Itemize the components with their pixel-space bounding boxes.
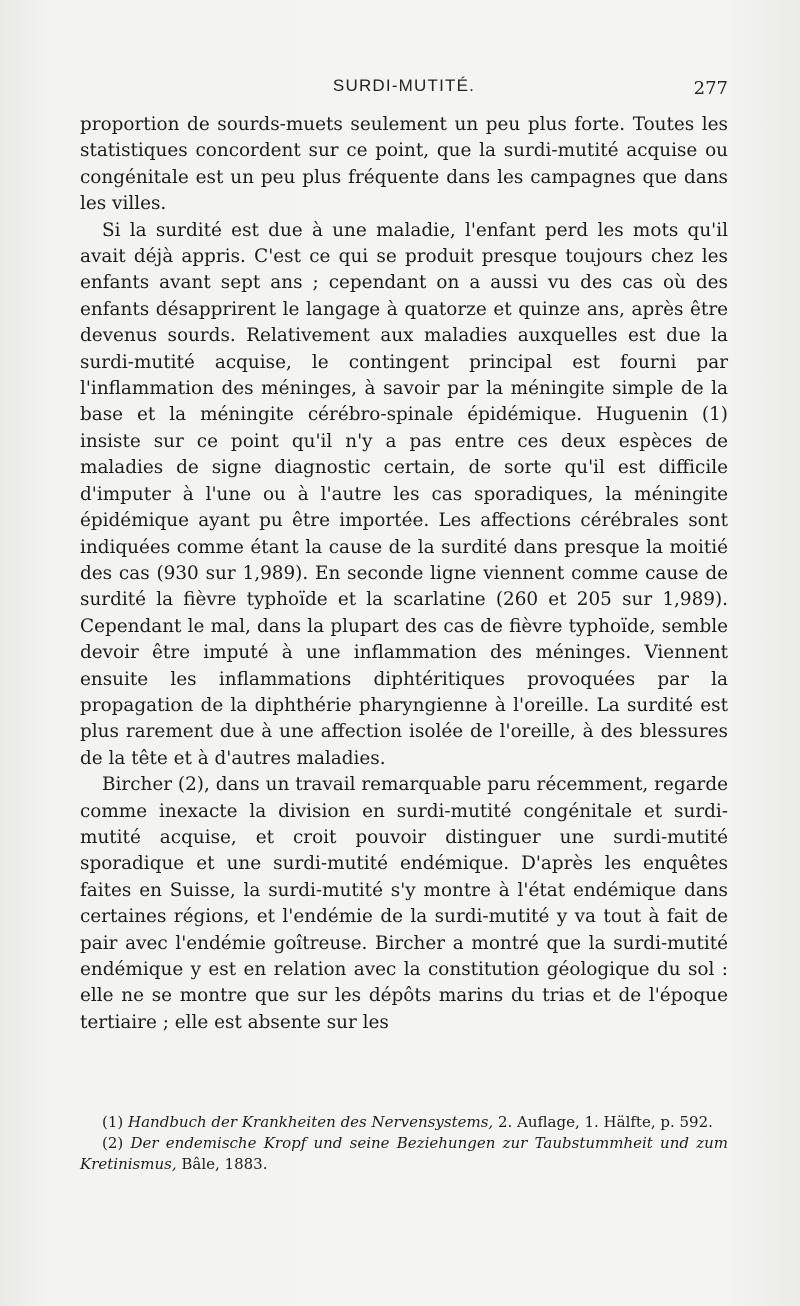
footnote-2 [80,1133,728,1175]
paragraph-bircher: Bircher (2), dans un travail remarquable paru récemment, regarde comme inexacte la division en surdi-mutité congénitale et surdi-mutité acquise, et croit pouvoir distinguer une surdi-mutité sporadique et une surdi-mutité endémique. D'après les enquêtes faites en Suisse, la surdi-mutité s'y montre à l'état endémique dans certaines régions, et l'endémie de la surdi-mutité y va tout à fait de pair avec l'endémie goîtreuse. Bircher a montré que la surdi-mutité endémique y est en relation avec la constitution géologique du sol : elle ne se montre que sur les dépôts marins du trias et de l'époque tertiaire ; elle est absente sur les [80,774,728,1033]
footnote-1 [80,1112,728,1133]
footnote-2-number: (2) [102,1134,124,1152]
running-head [80,76,728,102]
footnote-1-number: (1) [102,1113,124,1131]
footnote-1-title: Handbuch der Krankheiten des Nervensystems, [128,1113,494,1131]
paragraph-continuation: proportion de sourds-muets seulement un peu plus forte. Toutes les statistiques concordent sur ce point, que la surdi-mutité acquise ou congénitale est un peu plus fréquente dans les campagnes que dans les villes. [80,114,728,215]
body-text [80,112,728,1036]
paragraph-surdite-maladie: Si la surdité est due à une maladie, l'enfant perd les mots qu'il avait déjà appris. C'est ce qui se produit presque toujours chez les enfants avant sept ans ; cependant on a aussi vu des cas où des enfants désapprirent le langage à quatorze et quinze ans, après être devenus sourds. Relativement aux maladies auxquelles est due la surdi-mutité acquise, le contingent principal est fourni par l'inflammation des méninges, à savoir par la méningite simple de la base et la méningite cérébro-spinale épidémique. Huguenin (1) insiste sur ce point qu'il n'y a pas entre ces deux espèces de maladies de signe diagnostic certain, de sorte qu'il est difficile d'imputer à l'une ou à l'autre les cas sporadiques, la méningite épidémique ayant pu être importée. Les affections cérébrales sont indiquées comme étant la cause de la surdité dans presque la moitié des cas (930 sur 1,989). En seconde ligne viennent comme cause de surdité la fièvre typhoïde et la scarlatine (260 et 205 sur 1,989). Cependant le mal, dans la plupart des cas de fièvre typhoïde, semble devoir être imputé à une inflammation des méninges. Viennent ensuite les inflammations diphtéritiques provoquées par la propagation de la diphthérie pharyngienne à l'oreille. La surdité est plus rarement due à une affection isolée de l'oreille, à des blessures de la tête et à d'autres maladies. [80,219,728,769]
footnote-2-rest: Bâle, 1883. [176,1155,268,1173]
page-number: 277 [693,78,728,99]
footnote-2-title: Der endemische Kropf und seine Beziehungen zur Taubstummheit und zum Kretinismus, [80,1134,728,1173]
footnote-1-rest: 2. Auflage, 1. Hälfte, p. 592. [493,1113,713,1131]
running-title: SURDI-MUTITÉ. [332,76,476,95]
footnotes [80,1112,728,1175]
